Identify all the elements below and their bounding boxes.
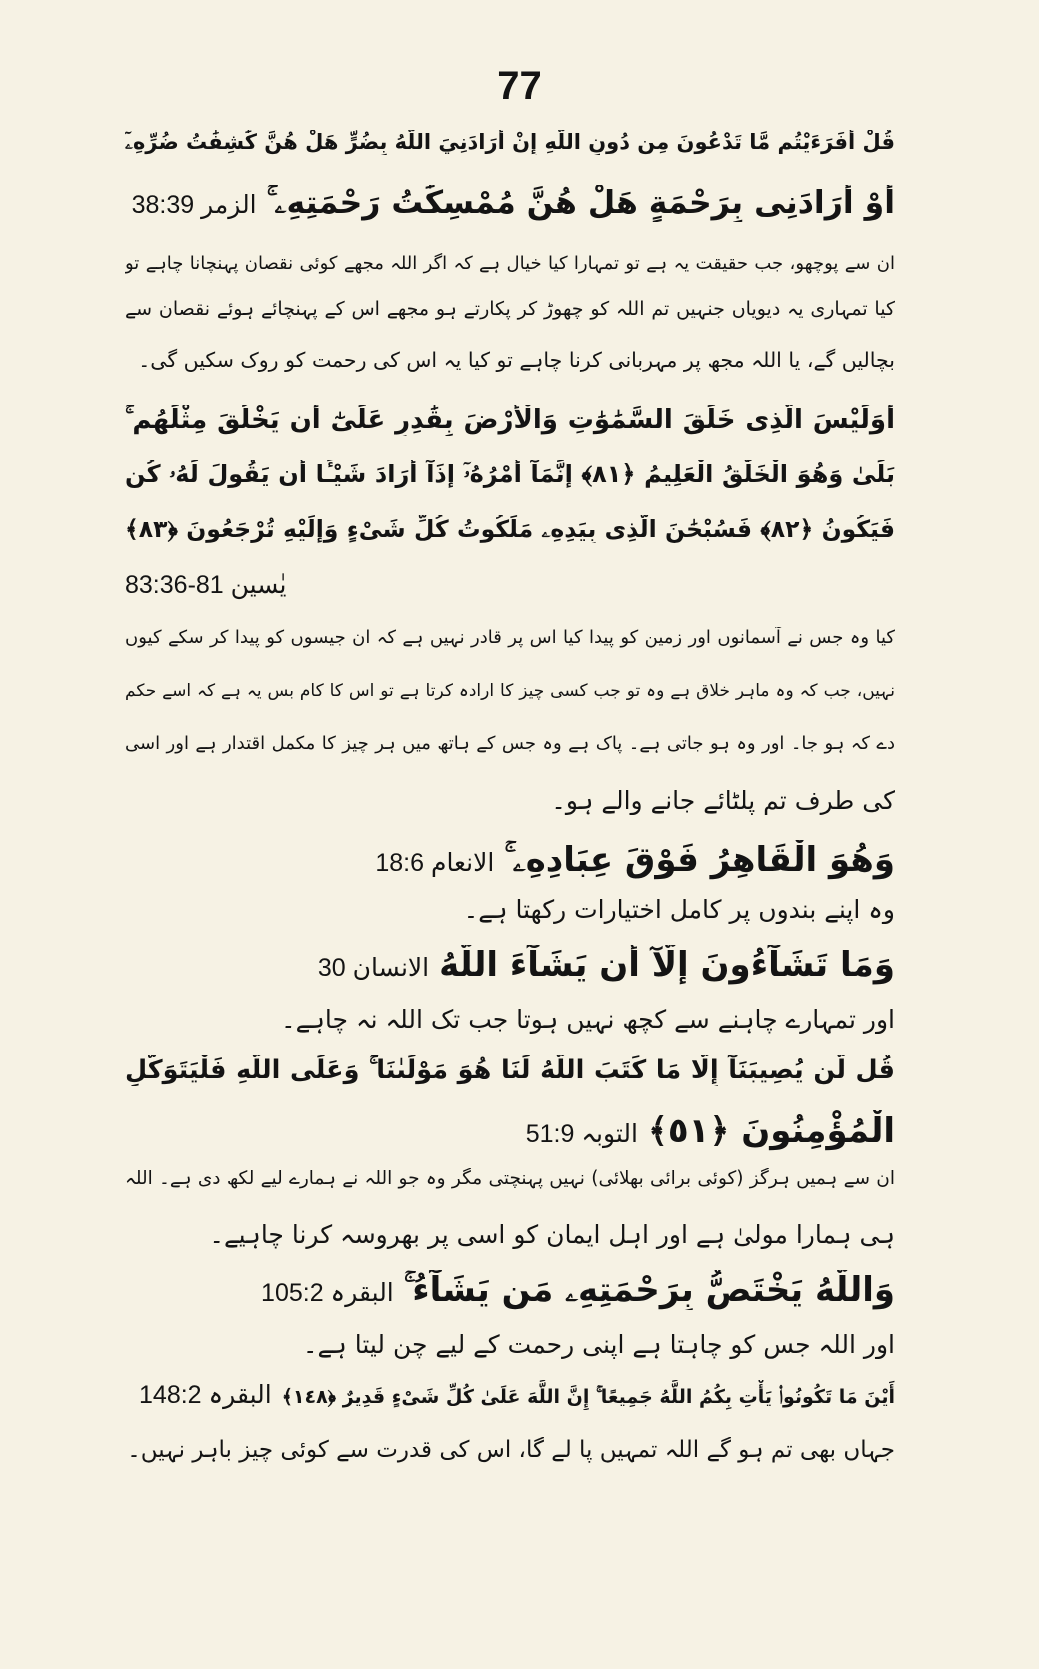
arabic-verse-line: أَوَلَيْسَ الَّذِى خَلَقَ السَّمَٰوَٰتِ وَالْأَرْضَ بِقَٰدِرٍ عَلَىٰٓ أَن يَخْلُقَ مِثْلَهُم ۚ: [125, 405, 895, 435]
arabic-verse-line: بَلَىٰ وَهُوَ الْخَلَّٰقُ الْعَلِيمُ ﴿٨١﴾ إِنَّمَآ أَمْرُهُۥٓ إِذَآ أَرَادَ شَيْـًٔا أَن يَقُولَ لَهُۥ كُن: [125, 460, 895, 488]
urdu-translation-line: کیا تمہاری یہ دیویاں جنہیں تم اللہ کو چھوڑ کر پکارتے ہو مجھے اس کے پہنچائے ہوئے نقصان سے: [125, 298, 895, 320]
arabic-verse-line: وَمَا تَشَآءُونَ إِلَّآ أَن يَشَآءَ اللَّهُالانسان 30: [317, 945, 895, 985]
urdu-translation-line: اور تمہارے چاہنے سے کچھ نہیں ہوتا جب تک اللہ نہ چاہے۔: [280, 1005, 895, 1034]
arabic-verse-line: الْمُؤْمِنُونَ ﴿٥١﴾التوبہ 51:9: [525, 1111, 895, 1151]
verse-reference: الانسان 30: [317, 954, 430, 982]
urdu-translation-line: ان سے پوچھو، جب حقیقت یہ ہے تو تمہارا کیا خیال ہے کہ اگر اللہ مجھے کوئی نقصان پہنچانا چاہے تو: [125, 253, 895, 274]
urdu-translation-line: جہاں بھی تم ہو گے اللہ تمہیں پا لے گا، اس کی قدرت سے کوئی چیز باہر نہیں۔: [127, 1437, 895, 1463]
urdu-translation-line: نہیں، جب کہ وہ ماہر خلاق ہے وہ تو جب کسی چیز کا ارادہ کرتا ہے تو اس کا کام بس یہ ہے کہ اسے حکم: [125, 681, 895, 701]
urdu-translation-line: بچالیں گے، یا اللہ مجھ پر مہربانی کرنا چاہے تو کیا یہ اس کی رحمت کو روک سکیں گی۔: [138, 348, 895, 372]
urdu-translation-line: کی طرف تم پلٹائے جانے والے ہو۔: [551, 786, 895, 815]
urdu-translation-line: وہ اپنے بندوں پر کامل اختیارات رکھتا ہے۔: [463, 895, 895, 924]
verse-reference: التوبہ 51:9: [525, 1120, 638, 1148]
verse-reference: الانعام 18:6: [375, 849, 495, 877]
arabic-verse-line: قُل لَّن يُصِيبَنَآ إِلَّا مَا كَتَبَ اللَّهُ لَنَا هُوَ مَوْلَىٰنَا ۚ وَعَلَى اللَّهِ فَلْيَتَوَكَّلِ: [125, 1055, 895, 1085]
verse-reference: الزمر 38:39: [131, 191, 257, 219]
arabic-verse-line: وَاللَّهُ يَخْتَصُّ بِرَحْمَتِهِۦ مَن يَشَآءُ ۚالبقرہ 105:2: [261, 1270, 895, 1310]
arabic-verse-line: أَوْ أَرَادَنِى بِرَحْمَةٍ هَلْ هُنَّ مُمْسِكَٰتُ رَحْمَتِهِۦ ۚالزمر 38:39: [131, 185, 895, 221]
arabic-verse-line: أَيْنَ مَا تَكُونُوا۟ يَأْتِ بِكُمُ اللَّهُ جَمِيعًا ۚ إِنَّ اللَّهَ عَلَىٰ كُلِّ شَىْءٍ قَدِيرٌ ﴿١٤٨﴾البقرہ 148:2: [139, 1381, 895, 1409]
verse-reference: البقرہ 148:2: [139, 1381, 272, 1409]
urdu-translation-line: دے کہ ہو جا۔ اور وہ ہو جاتی ہے۔ پاک ہے وہ جس کے ہاتھ میں ہر چیز کا مکمل اقتدار ہے اور اسی: [125, 733, 895, 754]
verse-reference: يٰسين 81-83:36: [125, 571, 287, 599]
arabic-verse-line: قُلْ أَفَرَءَيْتُم مَّا تَدْعُونَ مِن دُونِ اللَّهِ إِنْ أَرَادَنِيَ اللَّهُ بِضُرٍّ هَلْ هُنَّ كَٰشِفَٰتُ ضُرِّهِۦٓ: [125, 130, 895, 154]
arabic-verse-line: فَيَكُونُ ﴿٨٢﴾ فَسُبْحَٰنَ الَّذِى بِيَدِهِۦ مَلَكُوتُ كُلِّ شَىْءٍ وَإِلَيْهِ تُرْجَعُونَ ﴿٨٣﴾: [125, 515, 895, 543]
urdu-translation-line: ان سے ہمیں ہرگز (کوئی برائی بھلائی) نہیں پہنچتی مگر وہ جو اللہ نے ہمارے لیے لکھ دی ہے۔ اللہ: [125, 1168, 895, 1189]
urdu-translation-line: کیا وہ جس نے آسمانوں اور زمین کو پیدا کیا اس پر قادر نہیں ہے کہ ان جیسوں کو پیدا کر سکے کیوں: [125, 627, 895, 648]
arabic-verse-line: وَهُوَ الْقَاهِرُ فَوْقَ عِبَادِهِۦ ۚالانعام 18:6: [375, 840, 895, 880]
page-number: 77: [497, 64, 542, 108]
urdu-translation-line: اور اللہ جس کو چاہتا ہے اپنی رحمت کے لیے چن لیتا ہے۔: [302, 1330, 895, 1359]
verse-reference: البقرہ 105:2: [261, 1279, 394, 1307]
urdu-translation-line: ہی ہمارا مولیٰ ہے اور اہل ایمان کو اسی پر بھروسہ کرنا چاہیے۔: [209, 1220, 895, 1249]
